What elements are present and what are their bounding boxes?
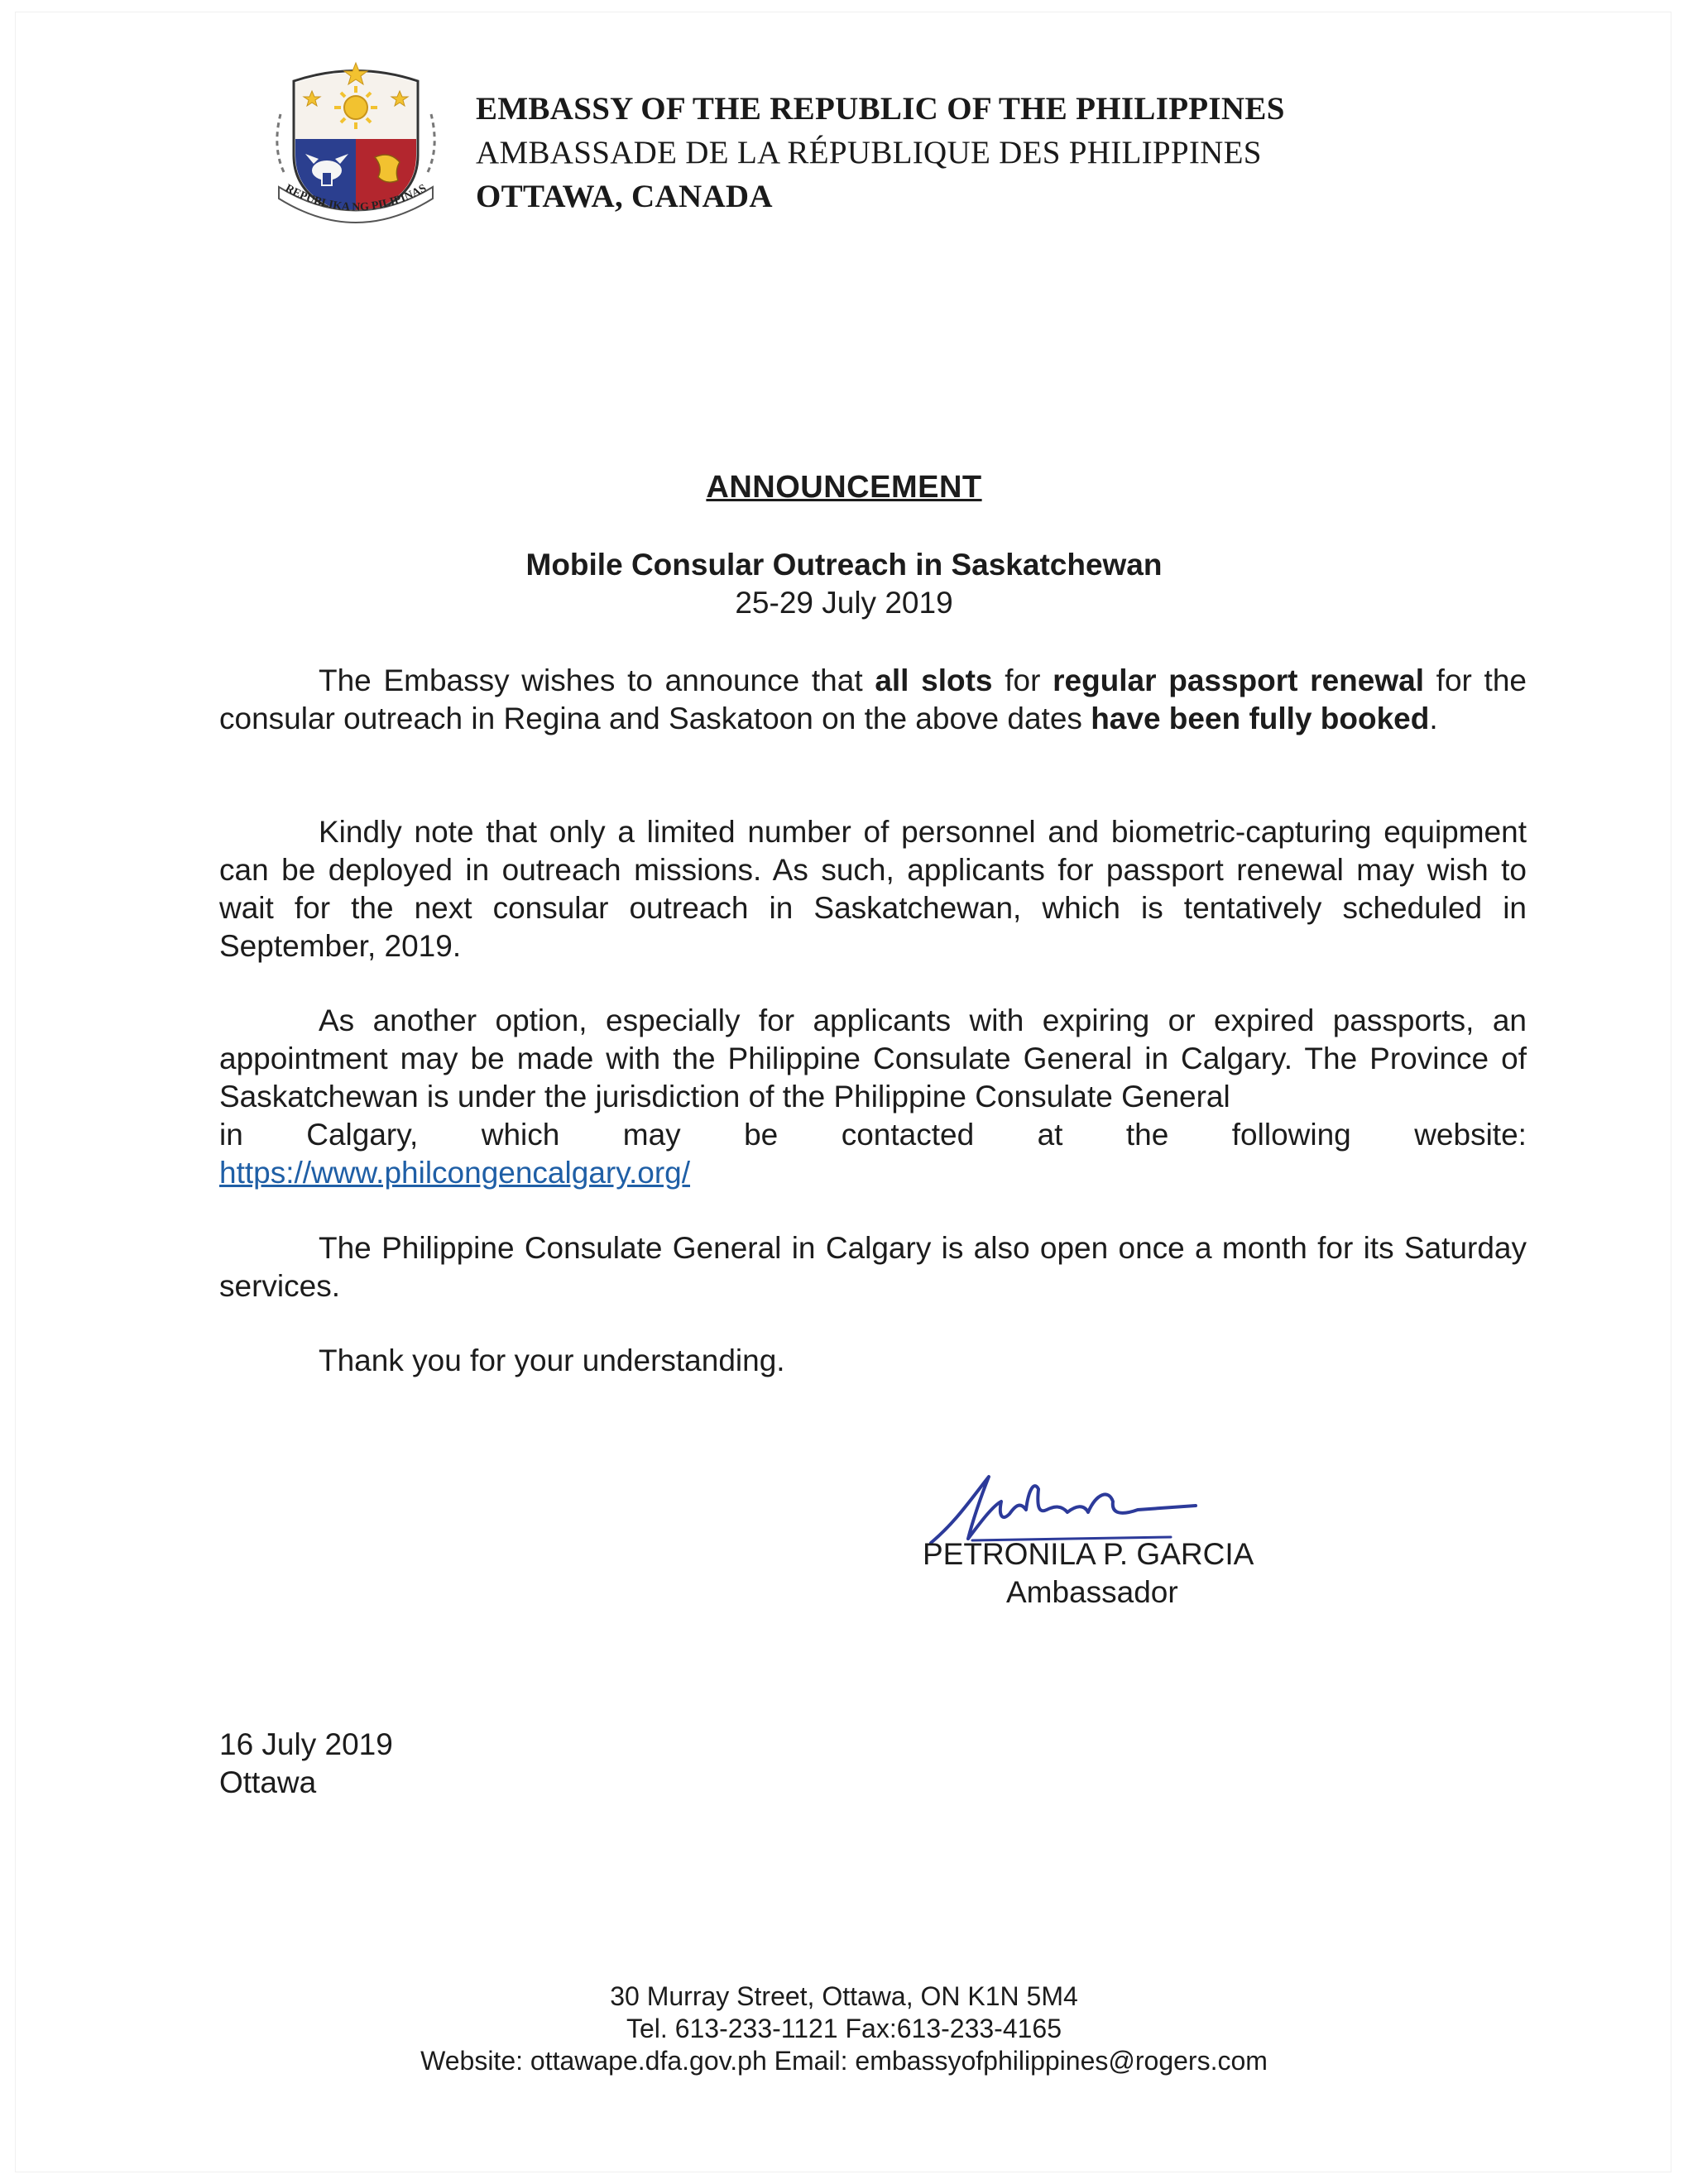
paragraph-4: The Philippine Consulate General in Calgary is also open once a month for its Saturday services. (219, 1231, 1527, 1303)
issue-date-block (219, 1726, 393, 1802)
subject-title: Mobile Consular Outreach in Saskatchewan (525, 548, 1163, 582)
paragraph-1 (219, 662, 1527, 738)
p3-word: which (481, 1118, 560, 1152)
footer-address: 30 Murray Street, Ottawa, ON K1N 5M4 (610, 1981, 1078, 2011)
subject-date: 25-29 July 2019 (735, 586, 953, 620)
paragraph-2: Kindly note that only a limited number of personnel and biometric-capturing equipment can be deployed in outreach missions. As such, applicants for passport renewal may wish to wait for the next consular outreach in Saskatchewan, which is tentatively scheduled in September, 2019. (219, 815, 1527, 963)
p1-text-g: . (1429, 702, 1438, 735)
p3-word: may (622, 1118, 681, 1152)
p3-word: the (1125, 1118, 1169, 1152)
p1-text-a: The Embassy wishes to announce that (319, 663, 875, 697)
p3-word: in (219, 1118, 243, 1152)
footer-phones: Tel. 613-233-1121 Fax:613-233-4165 (626, 2014, 1062, 2043)
letterhead (476, 87, 1285, 218)
footer-web-email: Website: ottawape.dfa.gov.ph Email: embassyofphilippines@rogers.com (420, 2046, 1268, 2076)
p3-word: be (744, 1118, 779, 1152)
issue-date: 16 July 2019 (219, 1727, 393, 1761)
letterhead-english: EMBASSY OF THE REPUBLIC OF THE PHILIPPINES (476, 91, 1285, 127)
p3-word: website: (1414, 1118, 1527, 1152)
consulate-website-link[interactable]: https://www.philcongencalgary.org/ (219, 1156, 691, 1190)
p1-bold-all-slots: all slots (875, 663, 993, 697)
p3-word: contacted (841, 1118, 975, 1152)
footer-contact (0, 1980, 1688, 2077)
seal-motto: REPUBLIKA NG PILIPINAS (282, 182, 429, 214)
p3-word: Calgary, (306, 1118, 419, 1152)
letterhead-french: AMBASSADE DE LA RÉPUBLIQUE DES PHILIPPINES (476, 135, 1262, 170)
paragraph-3-text: As another option, especially for applicants with expiring or expired passports, an appointment may be made with the Philippine Consulate General in Calgary. The Province of Saskatchewan is under the jurisdiction of the Philippine Consulate General (219, 1003, 1527, 1114)
p1-bold-fully-booked: have been fully booked (1091, 702, 1430, 735)
announcement-heading: ANNOUNCEMENT (706, 470, 982, 505)
issue-place: Ottawa (219, 1765, 317, 1799)
p1-text-c: for (992, 663, 1053, 697)
paragraph-3 (219, 1002, 1527, 1192)
letterhead-city: OTTAWA, CANADA (476, 179, 773, 214)
signatory-name: PETRONILA P. GARCIA (923, 1537, 1254, 1571)
p1-bold-passport-renewal: regular passport renewal (1053, 663, 1424, 697)
coat-of-arms-seal (261, 48, 451, 251)
p3-word: at (1037, 1118, 1063, 1152)
signatory-title: Ambassador (1006, 1575, 1178, 1609)
paragraph-5: Thank you for your understanding. (319, 1343, 785, 1377)
p1-text-e: for the consular outreach in Regina and Saskatoon on the above dates (219, 663, 1527, 735)
paragraph-3-last-line (219, 1116, 1527, 1154)
p3-word: following (1231, 1118, 1351, 1152)
